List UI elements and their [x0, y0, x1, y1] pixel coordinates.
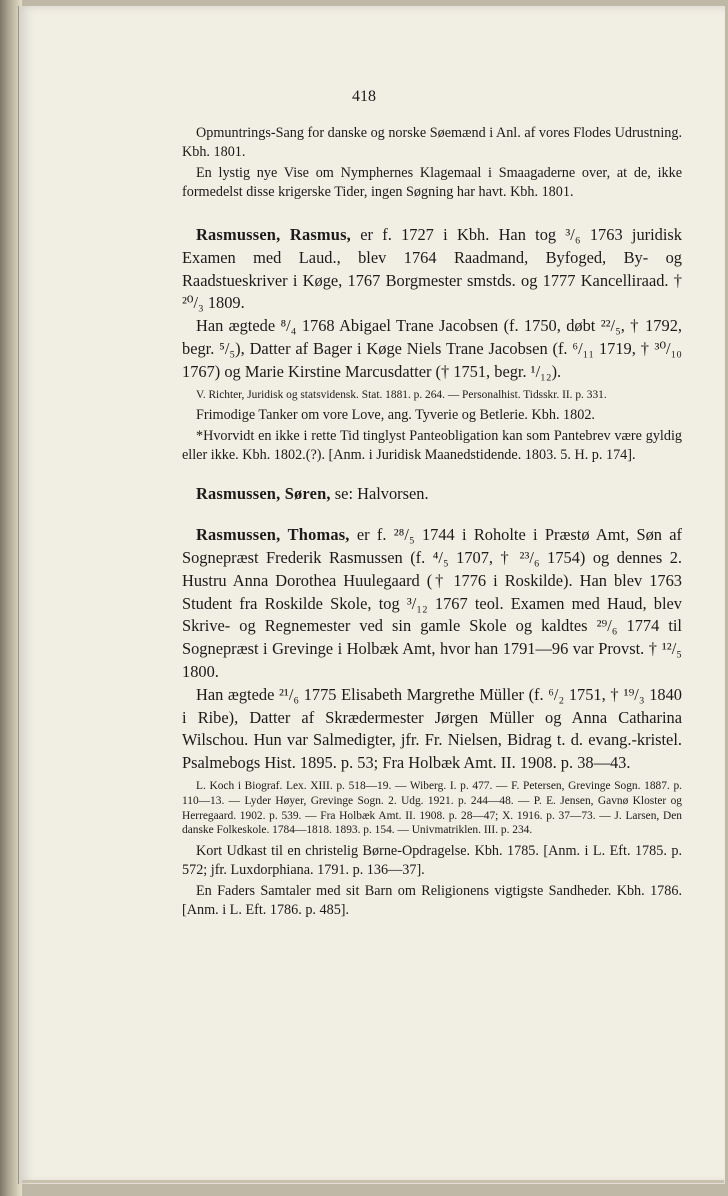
- entry-rasmus-rasmussen: [182, 224, 682, 315]
- page-number: 418: [352, 88, 376, 105]
- title-entry-panteobligation: *Hvorvidt en ikke i rette Tid tinglyst Panteobligation kan som Pantebrev være gyldig eller ikke. Kbh. 1802.(?). [Anm. i Juridisk Maanedstidende. 1803. 5. H. p. 174].: [182, 428, 682, 464]
- marriage-paragraph: Han ægtede ²¹/₆ 1775 Elisabeth Margrethe Müller (f. ⁶/₂ 1751, † ¹⁹/₃ 1840 i Ribe), Datter af Skrædermester Jørgen Müller og Anna Catharina Wilschou. Hun var Salmedigter, jfr. Fr. Nielsen, Bidrag t. d. evang.-kristel. Psalmebogs Hist. 1895. p. 53; Fra Holbæk Amt. II. 1908. p. 38—43.: [182, 684, 682, 773]
- entry-text: er f. ²⁸/₅ 1744 i Roholte i Præstø Amt, Søn af Sognepræst Frederik Rasmussen (f. ⁴/₅ 1707, † ²³/₆ 1754) og dennes 2. Hustru Anna Dorothea Huulegaard († 1776 i Roskilde). Han blev 1763 Student fra Roskilde Skole, tog ³/₁₂ 1767 teol. Examen med Haud, blev Skrive- og Regnemester ved sin gamle Skole og kaldtes ²⁹/₆ 1774 til Sognepræst i Grevinge i Holbæk Amt, hvor han 1791—96 var Provst. † ¹²/₅ 1800.: [182, 525, 682, 681]
- title-entry-opmuntrings-sang: Opmuntrings-Sang for danske og norske Søemænd i Anl. af vores Flodes Udrustning. Kbh. 1801.: [182, 125, 682, 160]
- references: V. Richter, Juridisk og statsvidensk. Stat. 1881. p. 264. — Personalhist. Tidsskr. II. p. 331.: [196, 388, 607, 401]
- entry-text: se: Halvorsen.: [330, 484, 429, 504]
- marriage-paragraph: Han ægtede ⁸/₄ 1768 Abigael Trane Jacobsen (f. 1750, døbt ²²/₅, † 1792, begr. ⁵/₅), Datter af Bager i Køge Niels Trane Jacobsen (f. ⁶/₁₁ 1719, † ³⁰/₁₀ 1767) og Marie Kirstine Marcusdatter († 1751, begr. ¹/₁₂).: [182, 316, 682, 381]
- entry-text: er f. 1727 i Kbh. Han tog ³/₆ 1763 juridisk Examen med Laud., blev 1764 Raadmand, Byfoged, By- og Raadstueskriver i Køge, 1767 Borgmester smstds. og 1777 Kancelliraad. † ²⁰/₃ 1809.: [182, 225, 682, 313]
- entry-heading: Rasmussen, Søren,: [196, 484, 331, 504]
- title-entry-kort-udkast: Kort Udkast til en christelig Børne-Opdragelse. Kbh. 1785. [Anm. i L. Eft. 1785. p. 572; jfr. Luxdorphiana. 1791. p. 136—37].: [182, 843, 682, 879]
- title-entry-lystig-vise: En lystig nye Vise om Nymphernes Klagemaal i Smaagaderne over, at de, ikke formedelst disse krigerske Tider, ingen Søgning har havt. Kbh. 1801.: [182, 165, 682, 200]
- entry-thomas-rasmussen: [182, 524, 682, 684]
- entry-soren-rasmussen: [182, 483, 682, 506]
- page-content: [182, 124, 682, 920]
- title-entry-en-faders-samtaler: En Faders Samtaler med sit Barn om Religionens vigtigste Sandheder. Kbh. 1786. [Anm. i L. Eft. 1786. p. 485].: [182, 883, 682, 919]
- references: L. Koch i Biograf. Lex. XIII. p. 518—19. — Wiberg. I. p. 477. — F. Petersen, Grevinge Sogn. 1887. p. 110—13. — Lyder Høyer, Grevinge Sogn. 2. Udg. 1921. p. 244—48. — P. E. Jensen, Gavnø Kloster og Herregaard. 1902. p. 539. — Fra Holbæk Amt. II. 1908. p. 28—47; X. 1916. p. 37—73. — J. Larsen, Den danske Folkeskole. 1784—1818. 1893. p. 154. — Univmatriklen. III. p. 234.: [182, 779, 682, 837]
- entry-heading: Rasmussen, Rasmus,: [196, 225, 351, 244]
- page-bottom-edge: [22, 1180, 724, 1183]
- entry-heading: Rasmussen, Thomas,: [196, 525, 350, 545]
- title-entry-frimodige-tanker: Frimodige Tanker om vore Love, ang. Tyverie og Betlerie. Kbh. 1802.: [196, 407, 595, 424]
